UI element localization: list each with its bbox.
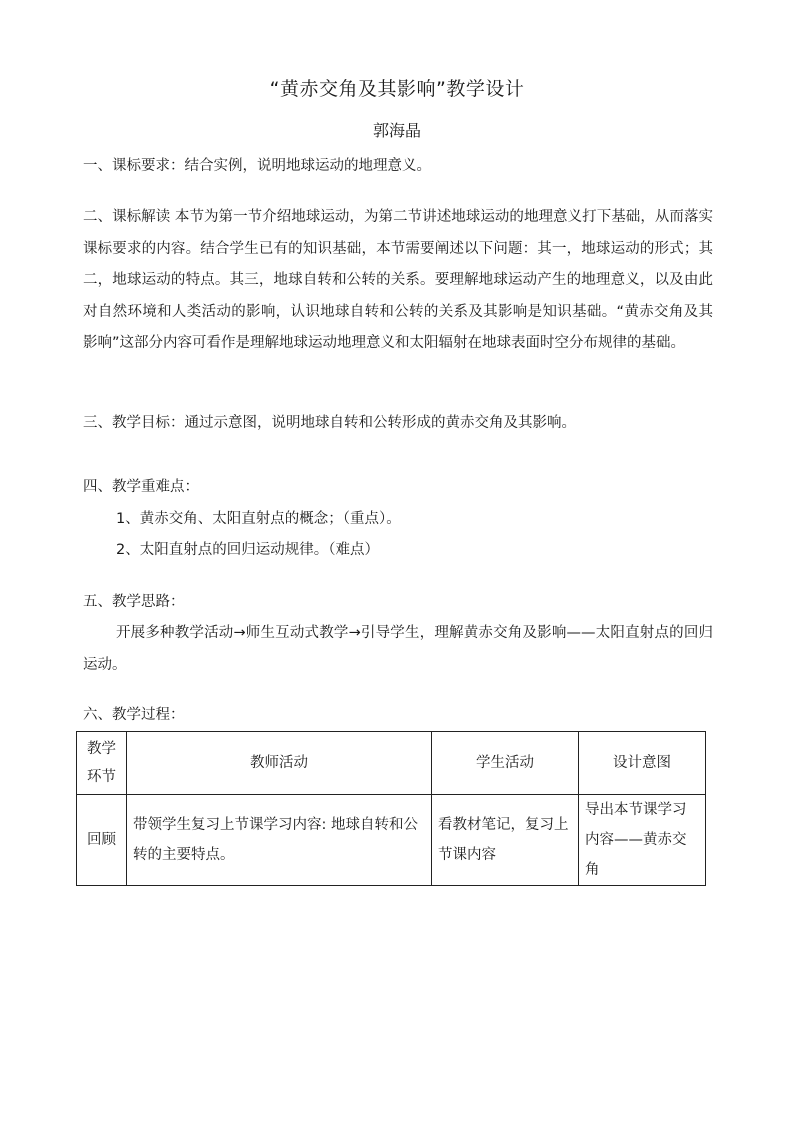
header-design-intent: 设计意图 (579, 732, 706, 795)
teaching-approach-text: 开展多种教学活动→师生互动式教学→引导学生，理解黄赤交角及影响——太阳直射点的回归运动。 (83, 625, 713, 673)
key-point-item: 1、黄赤交角、太阳直射点的概念；（重点）。 (116, 511, 401, 527)
section-curriculum-interpretation: 二、课标解读 本节为第一节介绍地球运动，为第二节讲述地球运动的地理意义打下基础，从而落实课标要求的内容。结合学生已有的知识基础，本节需要阐述以下问题：其一，地球运动的形式；其二，地球运动的特点。其三，地球自转和公转的关系。要理解地球运动产生的地理意义，以及由此对自然环境和人类活动的影响，认识地球自转和公转的关系及其影响是知识基础。“黄赤交角及其影响”这部分内容可看作是理解地球运动地理意义和太阳辐射在地球表面时空分布规律的基础。 (83, 209, 713, 351)
section-teaching-process-heading: 六、教学过程： (83, 707, 185, 723)
document-title: “黄赤交角及其影响”教学设计 (269, 78, 525, 100)
table-header-row (77, 732, 706, 795)
difficult-point-item: 2、太阳直射点的回归运动规律。（难点） (116, 542, 379, 558)
header-teaching-stage: 教学环节 (77, 732, 127, 795)
cell-design-intent: 导出本节课学习内容——黄赤交角 (579, 795, 706, 886)
section-key-points-heading: 四、教学重难点： (83, 479, 199, 495)
cell-student-activity: 看教材笔记，复习上节课内容 (432, 795, 579, 886)
cell-teacher-activity: 带领学生复习上节课学习内容: 地球自转和公转的主要特点。 (127, 795, 432, 886)
table-row (77, 795, 706, 886)
section-teaching-approach-heading: 五、教学思路： (83, 594, 185, 610)
section-curriculum-requirement: 一、课标要求：结合实例，说明地球运动的地理意义。 (83, 158, 431, 174)
cell-teaching-stage: 回顾 (77, 795, 127, 886)
header-student-activity: 学生活动 (432, 732, 579, 795)
header-teacher-activity: 教师活动 (127, 732, 432, 795)
teaching-process-table (76, 731, 706, 886)
document-author: 郭海晶 (372, 121, 421, 140)
section-teaching-goals: 三、教学目标：通过示意图，说明地球自转和公转形成的黄赤交角及其影响。 (83, 415, 576, 431)
